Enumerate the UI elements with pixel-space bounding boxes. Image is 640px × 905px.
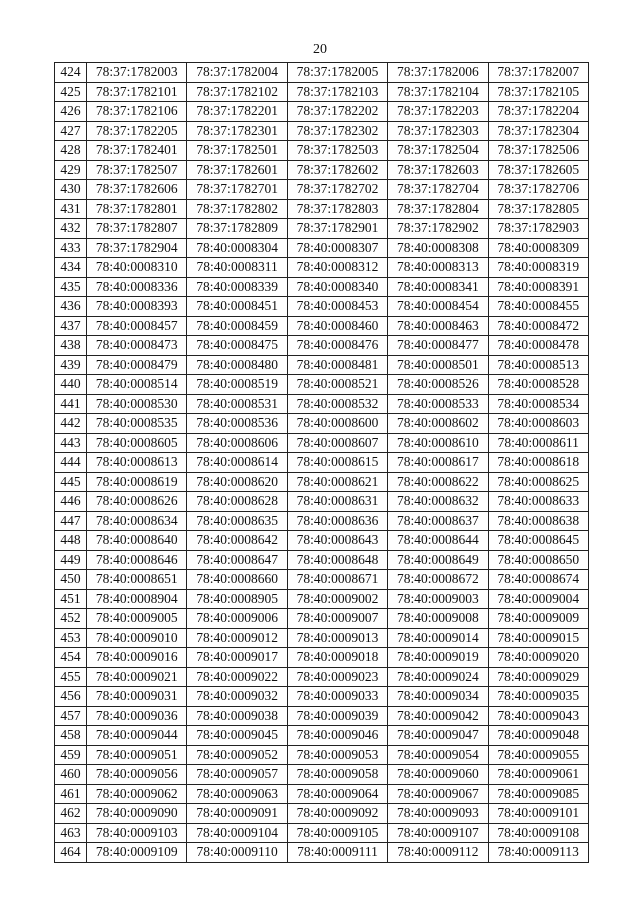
cadastral-number-cell: 78:40:0008479: [87, 355, 187, 375]
row-number-cell: 427: [55, 121, 87, 141]
cadastral-number-cell: 78:37:1782809: [187, 219, 287, 239]
cadastral-number-cell: 78:40:0009054: [388, 745, 488, 765]
table-row: [55, 726, 589, 746]
cadastral-number-cell: 78:37:1782603: [388, 160, 488, 180]
table-row: [55, 63, 589, 83]
cadastral-number-cell: 78:40:0009047: [388, 726, 488, 746]
cadastral-number-cell: 78:40:0009009: [488, 609, 588, 629]
table-body: [55, 63, 589, 863]
row-number-cell: 462: [55, 804, 87, 824]
cadastral-number-cell: 78:40:0008528: [488, 375, 588, 395]
cadastral-number-cell: 78:40:0008501: [388, 355, 488, 375]
cadastral-number-cell: 78:40:0008635: [187, 511, 287, 531]
row-number-cell: 430: [55, 180, 87, 200]
table-row: [55, 277, 589, 297]
table-row: [55, 219, 589, 239]
row-number-cell: 435: [55, 277, 87, 297]
row-number-cell: 431: [55, 199, 87, 219]
cadastral-number-cell: 78:40:0008480: [187, 355, 287, 375]
cadastral-number-cell: 78:40:0008526: [388, 375, 488, 395]
cadastral-number-cell: 78:40:0009010: [87, 628, 187, 648]
cadastral-number-cell: 78:40:0008535: [87, 414, 187, 434]
cadastral-number-cell: 78:40:0008606: [187, 433, 287, 453]
cadastral-number-cell: 78:37:1782702: [287, 180, 387, 200]
cadastral-number-cell: 78:40:0009056: [87, 765, 187, 785]
table-row: [55, 706, 589, 726]
row-number-cell: 453: [55, 628, 87, 648]
cadastral-number-cell: 78:40:0009022: [187, 667, 287, 687]
cadastral-number-cell: 78:40:0008534: [488, 394, 588, 414]
row-number-cell: 459: [55, 745, 87, 765]
cadastral-number-cell: 78:40:0009002: [287, 589, 387, 609]
cadastral-number-cell: 78:40:0008632: [388, 492, 488, 512]
cadastral-number-cell: 78:37:1782005: [287, 63, 387, 83]
cadastral-number-cell: 78:40:0009006: [187, 609, 287, 629]
cadastral-number-cell: 78:37:1782006: [388, 63, 488, 83]
cadastral-number-cell: 78:40:0008463: [388, 316, 488, 336]
cadastral-number-cell: 78:40:0008607: [287, 433, 387, 453]
cadastral-number-cell: 78:40:0009091: [187, 804, 287, 824]
table-row: [55, 336, 589, 356]
cadastral-number-cell: 78:40:0009055: [488, 745, 588, 765]
cadastral-number-cell: 78:37:1782804: [388, 199, 488, 219]
cadastral-number-cell: 78:40:0009062: [87, 784, 187, 804]
cadastral-number-cell: 78:40:0009085: [488, 784, 588, 804]
cadastral-number-cell: 78:40:0008313: [388, 258, 488, 278]
cadastral-number-cell: 78:40:0008536: [187, 414, 287, 434]
row-number-cell: 458: [55, 726, 87, 746]
cadastral-number-cell: 78:40:0008637: [388, 511, 488, 531]
cadastral-number-cell: 78:40:0008319: [488, 258, 588, 278]
cadastral-numbers-table: [54, 62, 589, 863]
cadastral-number-cell: 78:40:0009024: [388, 667, 488, 687]
row-number-cell: 428: [55, 141, 87, 161]
cadastral-number-cell: 78:40:0008605: [87, 433, 187, 453]
cadastral-number-cell: 78:37:1782601: [187, 160, 287, 180]
row-number-cell: 463: [55, 823, 87, 843]
cadastral-number-cell: 78:40:0008649: [388, 550, 488, 570]
cadastral-number-cell: 78:40:0009032: [187, 687, 287, 707]
table-row: [55, 121, 589, 141]
cadastral-number-cell: 78:40:0008304: [187, 238, 287, 258]
cadastral-number-cell: 78:37:1782101: [87, 82, 187, 102]
cadastral-number-cell: 78:40:0008310: [87, 258, 187, 278]
row-number-cell: 442: [55, 414, 87, 434]
cadastral-number-cell: 78:40:0009036: [87, 706, 187, 726]
cadastral-number-cell: 78:40:0008611: [488, 433, 588, 453]
cadastral-number-cell: 78:40:0009105: [287, 823, 387, 843]
cadastral-number-cell: 78:40:0009101: [488, 804, 588, 824]
row-number-cell: 426: [55, 102, 87, 122]
cadastral-number-cell: 78:37:1782701: [187, 180, 287, 200]
cadastral-number-cell: 78:40:0009063: [187, 784, 287, 804]
table-row: [55, 745, 589, 765]
cadastral-number-cell: 78:37:1782301: [187, 121, 287, 141]
cadastral-number-cell: 78:37:1782904: [87, 238, 187, 258]
row-number-cell: 436: [55, 297, 87, 317]
cadastral-number-cell: 78:37:1782004: [187, 63, 287, 83]
table-row: [55, 589, 589, 609]
row-number-cell: 445: [55, 472, 87, 492]
cadastral-number-cell: 78:40:0009017: [187, 648, 287, 668]
cadastral-number-cell: 78:40:0008633: [488, 492, 588, 512]
table-row: [55, 433, 589, 453]
cadastral-number-cell: 78:40:0009090: [87, 804, 187, 824]
cadastral-number-cell: 78:40:0009103: [87, 823, 187, 843]
row-number-cell: 457: [55, 706, 87, 726]
cadastral-number-cell: 78:37:1782201: [187, 102, 287, 122]
cadastral-number-cell: 78:37:1782204: [488, 102, 588, 122]
cadastral-number-cell: 78:40:0009005: [87, 609, 187, 629]
table-row: [55, 687, 589, 707]
table-row: [55, 414, 589, 434]
cadastral-number-cell: 78:40:0009044: [87, 726, 187, 746]
cadastral-number-cell: 78:40:0009043: [488, 706, 588, 726]
cadastral-number-cell: 78:40:0008309: [488, 238, 588, 258]
cadastral-number-cell: 78:40:0009113: [488, 843, 588, 863]
table-row: [55, 394, 589, 414]
cadastral-number-cell: 78:40:0009107: [388, 823, 488, 843]
cadastral-number-cell: 78:40:0008460: [287, 316, 387, 336]
cadastral-number-cell: 78:40:0008341: [388, 277, 488, 297]
cadastral-number-cell: 78:40:0008339: [187, 277, 287, 297]
cadastral-number-cell: 78:40:0009029: [488, 667, 588, 687]
cadastral-number-cell: 78:40:0008618: [488, 453, 588, 473]
table-row: [55, 628, 589, 648]
table-row: [55, 823, 589, 843]
cadastral-number-cell: 78:40:0008603: [488, 414, 588, 434]
table-row: [55, 784, 589, 804]
cadastral-number-cell: 78:40:0008613: [87, 453, 187, 473]
cadastral-number-cell: 78:40:0009051: [87, 745, 187, 765]
cadastral-number-cell: 78:37:1782706: [488, 180, 588, 200]
cadastral-number-cell: 78:40:0009057: [187, 765, 287, 785]
cadastral-number-cell: 78:40:0008311: [187, 258, 287, 278]
cadastral-number-cell: 78:40:0009067: [388, 784, 488, 804]
cadastral-number-cell: 78:40:0008648: [287, 550, 387, 570]
table-row: [55, 453, 589, 473]
cadastral-number-cell: 78:40:0008634: [87, 511, 187, 531]
cadastral-number-cell: 78:40:0008457: [87, 316, 187, 336]
cadastral-number-cell: 78:40:0008905: [187, 589, 287, 609]
cadastral-number-cell: 78:40:0009046: [287, 726, 387, 746]
cadastral-number-cell: 78:37:1782302: [287, 121, 387, 141]
row-number-cell: 434: [55, 258, 87, 278]
cadastral-number-cell: 78:40:0008610: [388, 433, 488, 453]
cadastral-number-cell: 78:37:1782102: [187, 82, 287, 102]
cadastral-number-cell: 78:40:0008660: [187, 570, 287, 590]
row-number-cell: 447: [55, 511, 87, 531]
row-number-cell: 461: [55, 784, 87, 804]
cadastral-number-cell: 78:40:0008674: [488, 570, 588, 590]
cadastral-number-cell: 78:40:0009023: [287, 667, 387, 687]
cadastral-number-cell: 78:40:0008646: [87, 550, 187, 570]
cadastral-number-cell: 78:40:0009020: [488, 648, 588, 668]
cadastral-number-cell: 78:40:0008312: [287, 258, 387, 278]
cadastral-number-cell: 78:40:0008642: [187, 531, 287, 551]
cadastral-number-cell: 78:40:0008514: [87, 375, 187, 395]
cadastral-number-cell: 78:40:0009019: [388, 648, 488, 668]
cadastral-number-cell: 78:40:0008476: [287, 336, 387, 356]
cadastral-number-cell: 78:40:0008455: [488, 297, 588, 317]
cadastral-number-cell: 78:37:1782901: [287, 219, 387, 239]
table-row: [55, 472, 589, 492]
row-number-cell: 439: [55, 355, 87, 375]
cadastral-number-cell: 78:40:0008391: [488, 277, 588, 297]
cadastral-number-cell: 78:40:0008651: [87, 570, 187, 590]
cadastral-number-cell: 78:40:0008636: [287, 511, 387, 531]
cadastral-number-cell: 78:40:0008521: [287, 375, 387, 395]
cadastral-number-cell: 78:40:0009109: [87, 843, 187, 863]
cadastral-number-cell: 78:40:0009008: [388, 609, 488, 629]
row-number-cell: 451: [55, 589, 87, 609]
cadastral-number-cell: 78:40:0008473: [87, 336, 187, 356]
cadastral-number-cell: 78:40:0009033: [287, 687, 387, 707]
cadastral-number-cell: 78:40:0009058: [287, 765, 387, 785]
cadastral-number-cell: 78:37:1782303: [388, 121, 488, 141]
row-number-cell: 441: [55, 394, 87, 414]
cadastral-number-cell: 78:37:1782205: [87, 121, 187, 141]
cadastral-number-cell: 78:40:0008453: [287, 297, 387, 317]
cadastral-number-cell: 78:37:1782103: [287, 82, 387, 102]
cadastral-number-cell: 78:40:0008617: [388, 453, 488, 473]
row-number-cell: 443: [55, 433, 87, 453]
row-number-cell: 448: [55, 531, 87, 551]
cadastral-number-cell: 78:40:0009012: [187, 628, 287, 648]
cadastral-number-cell: 78:37:1782807: [87, 219, 187, 239]
cadastral-number-cell: 78:40:0008459: [187, 316, 287, 336]
cadastral-number-cell: 78:40:0008307: [287, 238, 387, 258]
cadastral-number-cell: 78:37:1782003: [87, 63, 187, 83]
cadastral-number-cell: 78:40:0009018: [287, 648, 387, 668]
cadastral-number-cell: 78:40:0008533: [388, 394, 488, 414]
table-row: [55, 316, 589, 336]
table-row: [55, 141, 589, 161]
table-row: [55, 258, 589, 278]
row-number-cell: 432: [55, 219, 87, 239]
cadastral-number-cell: 78:40:0009061: [488, 765, 588, 785]
cadastral-number-cell: 78:37:1782903: [488, 219, 588, 239]
cadastral-number-cell: 78:37:1782304: [488, 121, 588, 141]
cadastral-number-cell: 78:40:0008638: [488, 511, 588, 531]
cadastral-number-cell: 78:40:0008532: [287, 394, 387, 414]
cadastral-number-cell: 78:37:1782801: [87, 199, 187, 219]
cadastral-number-cell: 78:40:0008621: [287, 472, 387, 492]
cadastral-number-cell: 78:40:0008622: [388, 472, 488, 492]
row-number-cell: 444: [55, 453, 87, 473]
cadastral-number-cell: 78:40:0008645: [488, 531, 588, 551]
row-number-cell: 438: [55, 336, 87, 356]
cadastral-number-cell: 78:40:0009013: [287, 628, 387, 648]
cadastral-number-cell: 78:37:1782503: [287, 141, 387, 161]
cadastral-number-cell: 78:40:0009112: [388, 843, 488, 863]
cadastral-number-cell: 78:40:0008340: [287, 277, 387, 297]
cadastral-number-cell: 78:40:0009039: [287, 706, 387, 726]
cadastral-number-cell: 78:40:0008475: [187, 336, 287, 356]
cadastral-number-cell: 78:40:0009016: [87, 648, 187, 668]
cadastral-number-cell: 78:37:1782704: [388, 180, 488, 200]
cadastral-number-cell: 78:37:1782803: [287, 199, 387, 219]
table-row: [55, 511, 589, 531]
cadastral-number-cell: 78:40:0008631: [287, 492, 387, 512]
row-number-cell: 429: [55, 160, 87, 180]
table-row: [55, 82, 589, 102]
cadastral-number-cell: 78:40:0009042: [388, 706, 488, 726]
table-row: [55, 609, 589, 629]
cadastral-number-cell: 78:40:0008643: [287, 531, 387, 551]
cadastral-number-cell: 78:40:0009038: [187, 706, 287, 726]
cadastral-number-cell: 78:40:0008451: [187, 297, 287, 317]
row-number-cell: 450: [55, 570, 87, 590]
cadastral-number-cell: 78:40:0009003: [388, 589, 488, 609]
cadastral-number-cell: 78:40:0008600: [287, 414, 387, 434]
table-row: [55, 765, 589, 785]
cadastral-number-cell: 78:40:0008650: [488, 550, 588, 570]
cadastral-number-cell: 78:37:1782802: [187, 199, 287, 219]
cadastral-number-cell: 78:40:0009035: [488, 687, 588, 707]
cadastral-number-cell: 78:37:1782007: [488, 63, 588, 83]
cadastral-number-cell: 78:40:0009093: [388, 804, 488, 824]
cadastral-number-cell: 78:40:0008472: [488, 316, 588, 336]
table-row: [55, 160, 589, 180]
row-number-cell: 452: [55, 609, 87, 629]
cadastral-number-cell: 78:37:1782605: [488, 160, 588, 180]
cadastral-number-cell: 78:40:0009104: [187, 823, 287, 843]
cadastral-number-cell: 78:37:1782602: [287, 160, 387, 180]
cadastral-number-cell: 78:40:0008626: [87, 492, 187, 512]
table-row: [55, 355, 589, 375]
cadastral-number-cell: 78:40:0008614: [187, 453, 287, 473]
cadastral-number-cell: 78:40:0008477: [388, 336, 488, 356]
cadastral-number-cell: 78:37:1782504: [388, 141, 488, 161]
cadastral-number-cell: 78:40:0009045: [187, 726, 287, 746]
cadastral-number-cell: 78:40:0008620: [187, 472, 287, 492]
cadastral-number-cell: 78:37:1782606: [87, 180, 187, 200]
cadastral-number-cell: 78:37:1782401: [87, 141, 187, 161]
row-number-cell: 449: [55, 550, 87, 570]
cadastral-number-cell: 78:40:0008672: [388, 570, 488, 590]
cadastral-number-cell: 78:40:0008625: [488, 472, 588, 492]
table-row: [55, 238, 589, 258]
table-row: [55, 570, 589, 590]
cadastral-number-cell: 78:40:0009060: [388, 765, 488, 785]
table-row: [55, 375, 589, 395]
cadastral-number-cell: 78:40:0009053: [287, 745, 387, 765]
cadastral-number-cell: 78:37:1782106: [87, 102, 187, 122]
cadastral-number-cell: 78:40:0008619: [87, 472, 187, 492]
row-number-cell: 446: [55, 492, 87, 512]
row-number-cell: 433: [55, 238, 87, 258]
cadastral-number-cell: 78:40:0008671: [287, 570, 387, 590]
table-row: [55, 297, 589, 317]
table-row: [55, 843, 589, 863]
cadastral-number-cell: 78:40:0009048: [488, 726, 588, 746]
cadastral-number-cell: 78:40:0008904: [87, 589, 187, 609]
cadastral-number-cell: 78:40:0009064: [287, 784, 387, 804]
row-number-cell: 440: [55, 375, 87, 395]
cadastral-number-cell: 78:37:1782202: [287, 102, 387, 122]
table-row: [55, 199, 589, 219]
table-row: [55, 180, 589, 200]
cadastral-number-cell: 78:40:0009034: [388, 687, 488, 707]
row-number-cell: 455: [55, 667, 87, 687]
cadastral-number-cell: 78:37:1782105: [488, 82, 588, 102]
row-number-cell: 456: [55, 687, 87, 707]
cadastral-number-cell: 78:37:1782501: [187, 141, 287, 161]
cadastral-number-cell: 78:37:1782805: [488, 199, 588, 219]
cadastral-number-cell: 78:40:0009092: [287, 804, 387, 824]
page-number: 20: [313, 42, 327, 57]
cadastral-number-cell: 78:40:0008628: [187, 492, 287, 512]
cadastral-number-cell: 78:40:0008393: [87, 297, 187, 317]
cadastral-number-cell: 78:40:0009004: [488, 589, 588, 609]
cadastral-number-cell: 78:40:0008478: [488, 336, 588, 356]
row-number-cell: 424: [55, 63, 87, 83]
cadastral-number-cell: 78:37:1782507: [87, 160, 187, 180]
cadastral-number-cell: 78:40:0008640: [87, 531, 187, 551]
cadastral-number-cell: 78:40:0009108: [488, 823, 588, 843]
cadastral-number-cell: 78:40:0008531: [187, 394, 287, 414]
cadastral-number-cell: 78:40:0009031: [87, 687, 187, 707]
cadastral-number-cell: 78:37:1782203: [388, 102, 488, 122]
cadastral-number-cell: 78:37:1782104: [388, 82, 488, 102]
row-number-cell: 425: [55, 82, 87, 102]
row-number-cell: 464: [55, 843, 87, 863]
table-row: [55, 550, 589, 570]
cadastral-number-cell: 78:40:0008644: [388, 531, 488, 551]
cadastral-number-cell: 78:40:0009015: [488, 628, 588, 648]
table-row: [55, 648, 589, 668]
cadastral-number-cell: 78:40:0008647: [187, 550, 287, 570]
cadastral-number-cell: 78:40:0008530: [87, 394, 187, 414]
cadastral-number-cell: 78:40:0009021: [87, 667, 187, 687]
cadastral-number-cell: 78:40:0008336: [87, 277, 187, 297]
row-number-cell: 454: [55, 648, 87, 668]
cadastral-number-cell: 78:40:0008602: [388, 414, 488, 434]
cadastral-number-cell: 78:40:0008519: [187, 375, 287, 395]
cadastral-number-cell: 78:37:1782902: [388, 219, 488, 239]
table-row: [55, 492, 589, 512]
table-row: [55, 531, 589, 551]
cadastral-number-cell: 78:40:0009052: [187, 745, 287, 765]
table-row: [55, 667, 589, 687]
cadastral-number-cell: 78:40:0009007: [287, 609, 387, 629]
cadastral-number-cell: 78:40:0008615: [287, 453, 387, 473]
row-number-cell: 460: [55, 765, 87, 785]
cadastral-number-cell: 78:40:0008481: [287, 355, 387, 375]
cadastral-number-cell: 78:40:0008513: [488, 355, 588, 375]
cadastral-number-cell: 78:40:0009110: [187, 843, 287, 863]
cadastral-number-cell: 78:40:0009111: [287, 843, 387, 863]
cadastral-number-cell: 78:40:0008308: [388, 238, 488, 258]
cadastral-number-cell: 78:40:0009014: [388, 628, 488, 648]
table-row: [55, 804, 589, 824]
cadastral-number-cell: 78:40:0008454: [388, 297, 488, 317]
row-number-cell: 437: [55, 316, 87, 336]
table-row: [55, 102, 589, 122]
cadastral-number-cell: 78:37:1782506: [488, 141, 588, 161]
